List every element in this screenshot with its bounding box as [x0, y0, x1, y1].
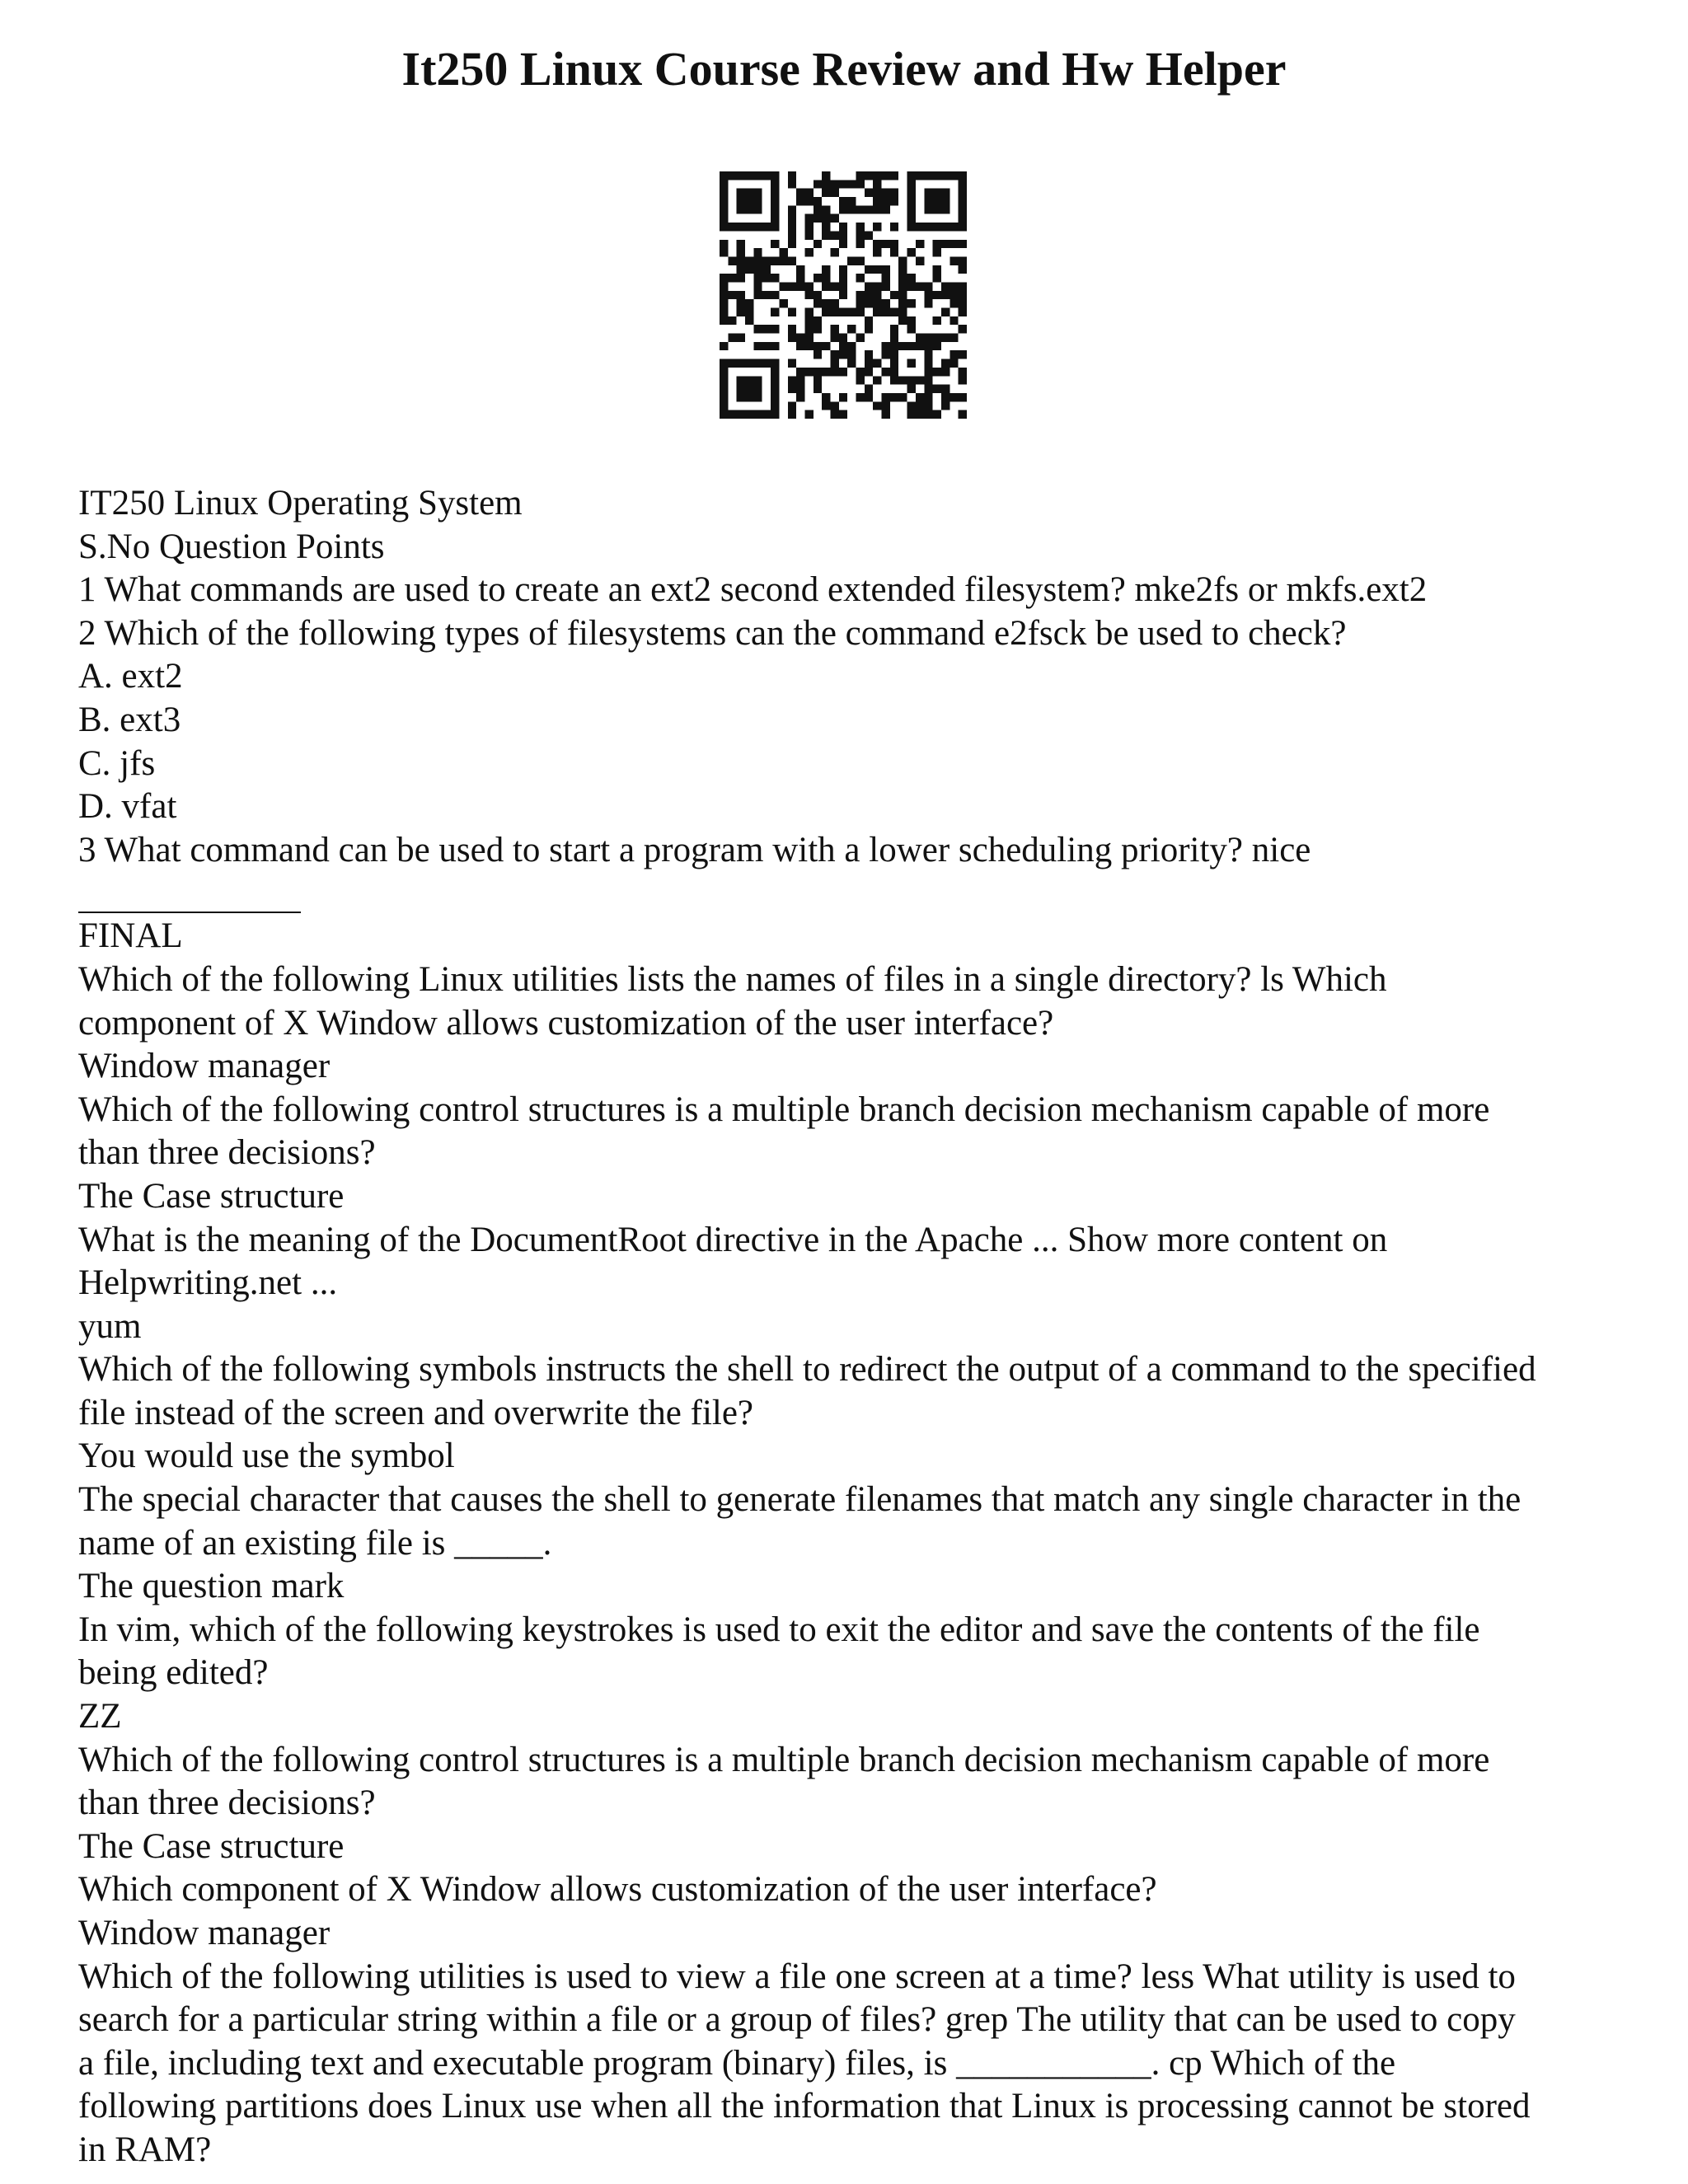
text-line: Which of the following control structures is a multiple branch decision mechanism capable of more	[78, 1740, 1490, 1779]
divider-rule	[78, 912, 301, 913]
text-line: The special character that causes the shell to generate filenames that match any single character in the	[78, 1480, 1522, 1520]
text-line: You would use the symbol	[78, 1436, 455, 1476]
text-line: Which of the following Linux utilities lists the names of files in a single directory? ls Which	[78, 959, 1387, 999]
text-line: in RAM?	[78, 2130, 212, 2169]
text-line: following partitions does Linux use when all the information that Linux is processing cannot be stored	[78, 2087, 1531, 2126]
text-line: name of an existing file is _____.	[78, 1523, 552, 1563]
text-line: search for a particular string within a file or a group of files? grep The utility that can be used to copy	[78, 2000, 1516, 2040]
text-line: What is the meaning of the DocumentRoot directive in the Apache ... Show more content on	[78, 1220, 1388, 1259]
document-body	[78, 482, 1628, 2172]
text-line: yum	[78, 1306, 142, 1346]
text-line: than three decisions?	[78, 1133, 376, 1173]
text-line: The Case structure	[78, 1826, 345, 1866]
text-line: In vim, which of the following keystrokes is used to exit the editor and save the contents of the file	[78, 1610, 1480, 1649]
text-line: The question mark	[78, 1567, 345, 1606]
text-line: Which of the following symbols instructs the shell to redirect the output of a command to the specified	[78, 1350, 1536, 1390]
text-line: being edited?	[78, 1653, 269, 1693]
option-d: D. vfat	[78, 787, 177, 827]
text-line: Which of the following control structures is a multiple branch decision mechanism capable of more	[78, 1090, 1490, 1129]
text-line: ZZ	[78, 1697, 122, 1736]
text-line: component of X Window allows customization of the user interface?	[78, 1003, 1054, 1043]
text-line: Which component of X Window allows customization of the user interface?	[78, 1870, 1157, 1910]
text-line: than three decisions?	[78, 1783, 376, 1823]
course-heading: IT250 Linux Operating System	[78, 484, 523, 523]
question-1: 1 What commands are used to create an ext2 second extended filesystem? mke2fs or mkfs.ext2	[78, 570, 1428, 610]
option-c: C. jfs	[78, 743, 156, 783]
final-heading: FINAL	[78, 916, 183, 956]
page-title: It250 Linux Course Review and Hw Helper	[401, 42, 1287, 96]
text-line: Which of the following utilities is used to view a file one screen at a time? less What utility is used to	[78, 1957, 1516, 1996]
option-a: A. ext2	[78, 657, 183, 696]
text-line: Window manager	[78, 1047, 331, 1086]
text-line: file instead of the screen and overwrite the file?	[78, 1393, 754, 1432]
option-b: B. ext3	[78, 700, 181, 739]
text-line: a file, including text and executable program (binary) files, is ___________. cp Which of the	[78, 2043, 1396, 2083]
text-line: Window manager	[78, 1914, 331, 1952]
table-header: S.No Question Points	[78, 527, 385, 566]
question-3: 3 What command can be used to start a program with a lower scheduling priority? nice	[78, 830, 1311, 869]
text-line: Helpwriting.net ...	[78, 1263, 338, 1303]
question-2: 2 Which of the following types of filesystems can the command e2fsck be used to check?	[78, 613, 1347, 653]
text-line: The Case structure	[78, 1176, 345, 1216]
qr-code-icon	[720, 171, 967, 419]
